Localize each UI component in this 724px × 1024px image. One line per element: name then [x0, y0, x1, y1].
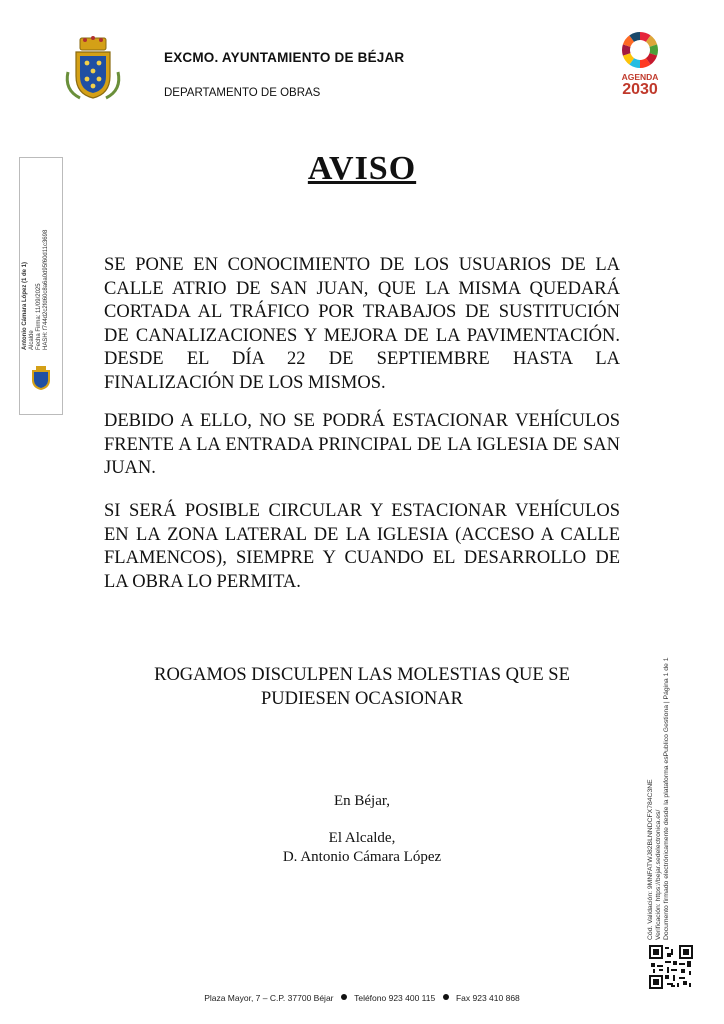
signature-stamp-text — [22, 230, 50, 350]
validation-url: Verificación: https://bejar.sedelectronica.es/ — [655, 809, 662, 940]
closing-apology — [0, 664, 724, 711]
stamp-date: Fecha Firma: 11/09/2025 — [36, 283, 42, 350]
agenda-year: 2030 — [622, 81, 658, 98]
signature-role: El Alcalde, — [328, 830, 396, 846]
stamp-signer: Antonio Cámara López (1 de 1) — [22, 261, 28, 350]
sdg-wheel-icon — [620, 30, 660, 70]
footer-fax: Fax 923 410 868 — [455, 993, 520, 1003]
agenda-label: AGENDA — [621, 72, 659, 82]
coat-of-arms-icon — [60, 32, 126, 104]
bullet-icon — [341, 994, 347, 1000]
bullet-icon — [443, 994, 449, 1000]
stamp-crest-icon — [29, 364, 53, 392]
signature-place: En Béjar, — [333, 793, 391, 809]
validation-code: Cód. Validación: 9MNFATWJ82BLNNDCFX784C3NE — [647, 779, 654, 940]
notice-paragraph-3: SI SERÁ POSIBLE CIRCULAR Y ESTACIONAR VEHÍCULOS EN LA ZONA LATERAL DE LA IGLESIA (ACCESO A CALLE FLAMENCOS), SIEMPRE Y CUANDO EL DESARROLLO DE LA OBRA LO PERMITA. — [104, 501, 620, 592]
department-name: DEPARTAMENTO DE OBRAS — [164, 87, 321, 99]
qr-code-icon — [649, 945, 693, 989]
institution-title: EXCMO. AYUNTAMIENTO DE BÉJAR — [164, 50, 405, 65]
stamp-role: Alcalde — [29, 330, 35, 350]
footer-address: Plaza Mayor, 7 – C.P. 37700 Béjar — [204, 993, 334, 1003]
notice-paragraph-2: DEBIDO A ELLO, NO SE PODRÁ ESTACIONAR VEHÍCULOS FRENTE A LA ENTRADA PRINCIPAL DE LA IGLESIA DE SAN JUAN. — [104, 411, 620, 478]
footer-phone: Teléfono 923 400 115 — [354, 993, 436, 1003]
notice-title: AVISO — [307, 150, 417, 187]
stamp-hash: HASH: f744d2c2fd60c8a6a0d95f60d11c3698 — [43, 229, 49, 350]
agenda-2030-logo — [610, 30, 670, 102]
closing-line-2: PUDIESEN OCASIONAR — [261, 688, 463, 709]
closing-line-1: ROGAMOS DISCULPEN LAS MOLESTIAS QUE SE — [154, 665, 570, 685]
signature-name: D. Antonio Cámara López — [282, 849, 442, 865]
validation-platform: Documento firmado electrónicamente desde la plataforma esPublico Gestiona | Página 1 de 1 — [663, 657, 670, 940]
footer-contact — [0, 993, 724, 1003]
validation-note — [647, 658, 671, 941]
notice-paragraph-1: SE PONE EN CONOCIMIENTO DE LOS USUARIOS DE LA CALLE ATRIO DE SAN JUAN, QUE LA MISMA QUEDARÁ CORTADA AL TRÁFICO POR TRABAJOS DE SUSTITUCIÓN DE CANALIZACIONES Y MEJORA DE LA PAVIMENTACIÓN. DESDE EL DÍA 22 DE SEPTIEMBRE HASTA LA FINALIZACIÓN DE LOS MISMOS. — [104, 255, 620, 393]
